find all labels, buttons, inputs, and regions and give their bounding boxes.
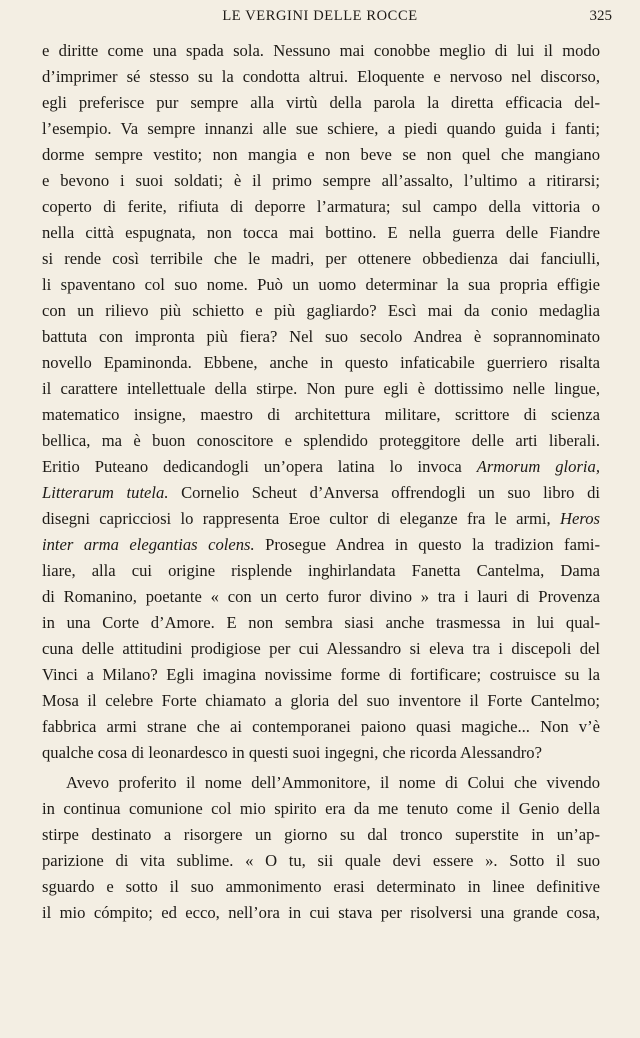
text-line <box>42 636 600 662</box>
line-text: sguardo e sotto il suo ammonimento erasi determinato in linee definitive <box>42 877 600 896</box>
text-line <box>42 532 600 558</box>
text-line <box>42 324 600 350</box>
line-text: Prosegue Andrea in questo la tradizion fami- <box>265 535 600 554</box>
line-text: Mosa il celebre Forte chiamato a gloria del suo inventore il Forte Cantelmo; <box>42 691 600 710</box>
line-text: e bevono i suoi soldati; è il primo sempre all’assalto, l’ultimo a ritirarsi; <box>42 171 600 190</box>
italic-phrase: Armorum gloria, <box>476 457 600 476</box>
line-text: egli preferisce pur sempre alla virtù della parola la diretta efficacia del- <box>42 93 600 112</box>
line-text: e diritte come una spada sola. Nessuno mai conobbe meglio di lui il modo <box>42 41 600 60</box>
line-text: dorme sempre vestito; non mangia e non beve se non quel che mangiano <box>42 145 600 164</box>
line-text: bellica, ma è buon conoscitore e splendido proteggitore delle arti liberali. <box>42 431 600 450</box>
body-text <box>42 38 600 926</box>
line-text: in una Corte d’Amore. E non sembra siasi anche trasmessa in lui qual- <box>42 613 600 632</box>
line-text: d’imprimer sé stesso su la condotta altrui. Eloquente e nervoso nel discorso, <box>42 67 600 86</box>
text-line <box>42 350 600 376</box>
text-line <box>42 90 600 116</box>
text-line <box>42 688 600 714</box>
line-text: li spaventano col suo nome. Può un uomo determinar la sua propria effigie <box>42 275 600 294</box>
line-text: battuta con impronta più fiera? Nel suo secolo Andrea è soprannominato <box>42 327 600 346</box>
line-text: coperto di ferite, rifiuta di deporre l’armatura; sul campo della vittoria o <box>42 197 600 216</box>
text-line <box>42 376 600 402</box>
text-line <box>42 506 600 532</box>
text-line <box>42 454 600 480</box>
line-text: l’esempio. Va sempre innanzi alle sue schiere, a piedi quando guida i fanti; <box>42 119 600 138</box>
text-line <box>42 402 600 428</box>
line-text: liare, alla cui origine risplende inghirlandata Fanetta Cantelma, Dama <box>42 561 600 580</box>
line-text: novello Epaminonda. Ebbene, anche in questo infaticabile guerriero risalta <box>42 353 600 372</box>
line-text: si rende così terribile che le madri, per ottenere obbedienza dai fanciulli, <box>42 249 600 268</box>
line-text: Cornelio Scheut d’Anversa offrendogli un suo libro di <box>181 483 600 502</box>
text-line <box>42 298 600 324</box>
text-line <box>42 428 600 454</box>
line-text: il carattere intellettuale della stirpe. Non pure egli è dottissimo nelle lingue, <box>42 379 600 398</box>
line-text: il mio cómpito; ed ecco, nell’ora in cui stava per risolversi una grande cosa, <box>42 903 600 922</box>
text-line <box>42 38 600 64</box>
paragraph <box>42 770 600 926</box>
line-text: qualche cosa di leonardesco in questi suoi ingegni, che ricorda Alessandro? <box>42 743 542 762</box>
line-text: stirpe destinato a risorgere un giorno su dal tronco superstite in un’ap- <box>42 825 600 844</box>
line-text: parizione di vita sublime. « O tu, sii quale devi essere ». Sotto il suo <box>42 851 600 870</box>
text-line <box>42 900 600 926</box>
text-line <box>42 220 600 246</box>
line-text: fabbrica armi strane che ai contemporanei paiono quasi magiche... Non v’è <box>42 717 600 736</box>
line-text: Vinci a Milano? Egli imagina novissime forme di fortificare; costruisce su la <box>42 665 600 684</box>
italic-phrase: Litterarum tutela. <box>42 483 169 502</box>
line-text: nella città espugnata, non tocca mai bottino. E nella guerra delle Fiandre <box>42 223 600 242</box>
text-line <box>42 584 600 610</box>
line-text: in continua comunione col mio spirito era da me tenuto come il Genio della <box>42 799 600 818</box>
text-line <box>42 874 600 900</box>
text-line <box>42 168 600 194</box>
text-line <box>42 558 600 584</box>
line-text: cuna delle attitudini prodigiose per cui Alessandro si eleva tra i discepoli del <box>42 639 600 658</box>
text-line <box>42 480 600 506</box>
text-line <box>42 116 600 142</box>
page-number: 325 <box>589 8 612 24</box>
text-line <box>42 194 600 220</box>
text-line <box>42 610 600 636</box>
paragraph <box>42 38 600 766</box>
text-line <box>42 848 600 874</box>
text-line <box>42 246 600 272</box>
line-text: Eritio Puteano dedicandogli un’opera latina lo invoca <box>42 457 462 476</box>
running-title: LE VERGINI DELLE ROCCE <box>222 8 418 24</box>
text-line <box>42 714 600 740</box>
italic-phrase: inter arma elegantias colens. <box>42 535 255 554</box>
text-line <box>42 822 600 848</box>
line-text: con un rilievo più schietto e più gagliardo? Escì mai da conio medaglia <box>42 301 600 320</box>
text-line <box>42 796 600 822</box>
text-line <box>42 64 600 90</box>
italic-phrase: Heros <box>560 509 600 528</box>
running-head <box>0 8 640 32</box>
text-line <box>42 770 600 796</box>
line-text: Avevo proferito il nome dell’Ammonitore, il nome di Colui che vivendo <box>66 773 600 792</box>
text-line <box>42 142 600 168</box>
line-text: matematico insigne, maestro di architettura militare, scrittore di scienza <box>42 405 600 424</box>
text-line <box>42 740 600 766</box>
text-line <box>42 272 600 298</box>
line-text: disegni capricciosi lo rappresenta Eroe cultor di eleganze fra le armi, <box>42 509 551 528</box>
line-text: di Romanino, poetante « con un certo furor divino » tra i lauri di Provenza <box>42 587 600 606</box>
text-line <box>42 662 600 688</box>
